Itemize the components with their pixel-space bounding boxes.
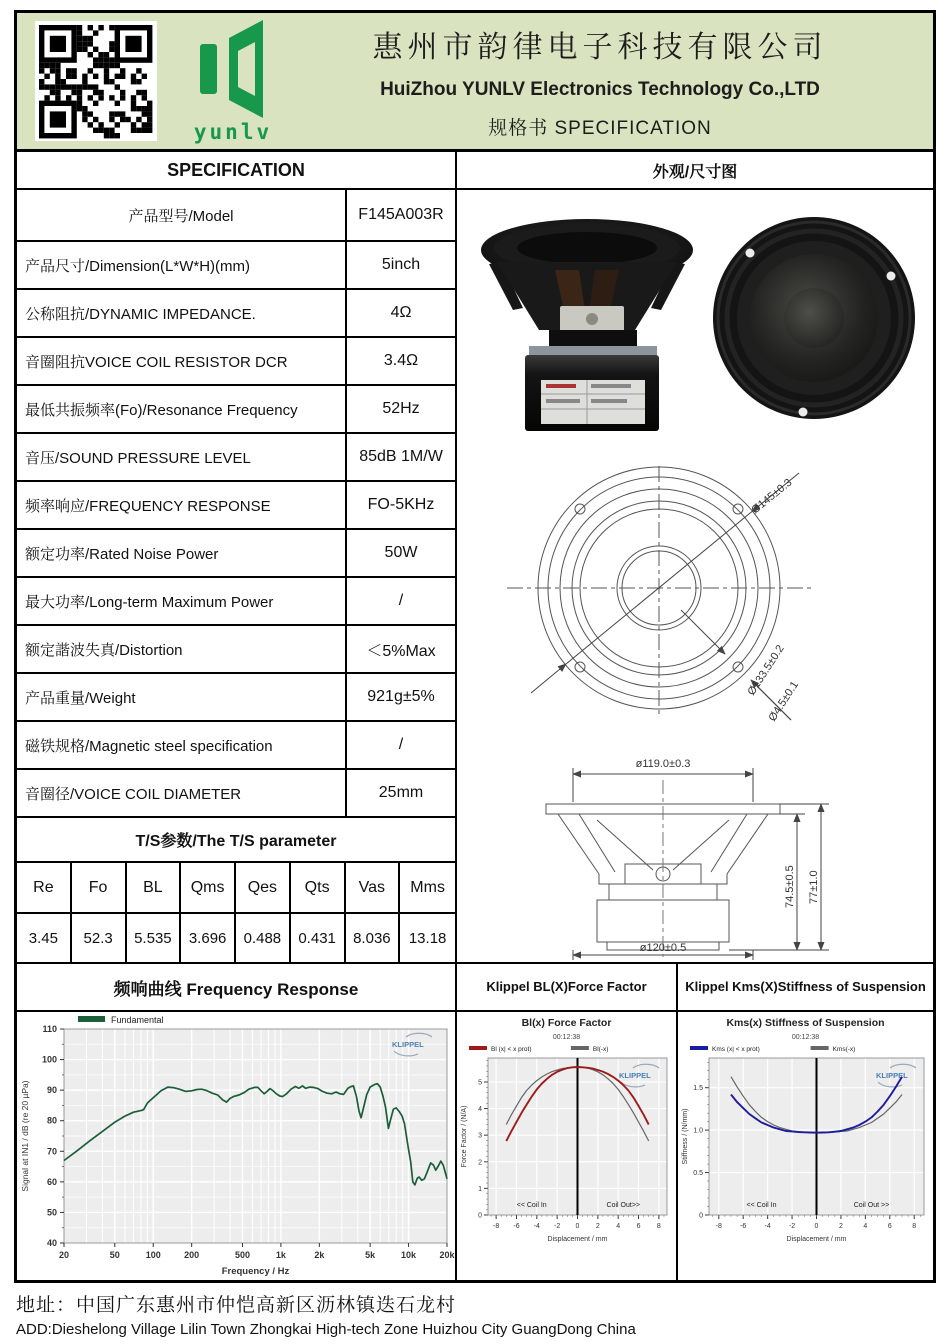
dim-outer-diameter: Ø145±0.3 xyxy=(749,476,795,517)
spec-row-value: 4Ω xyxy=(390,304,412,321)
spec-row-value: ＜5%Max xyxy=(366,642,436,660)
ts-value-cell: 52.3 xyxy=(72,914,127,962)
spec-row-label: 最大功率/Long-term Maximum Power xyxy=(17,578,347,624)
svg-text:5k: 5k xyxy=(365,1250,376,1260)
drawing-panel-title: 外观/尺寸图 xyxy=(457,152,933,190)
svg-text:100: 100 xyxy=(145,1250,161,1260)
ts-value-cell: 0.488 xyxy=(236,914,291,962)
ts-header-cell: Vas xyxy=(346,863,401,914)
spec-row-label: 额定功率/Rated Noise Power xyxy=(17,530,347,576)
dim-outer-height: 77±1.0 xyxy=(808,870,820,904)
product-photos xyxy=(457,190,933,460)
spec-row xyxy=(17,190,455,242)
spec-row-value: 52Hz xyxy=(382,400,420,417)
svg-text:20k: 20k xyxy=(439,1250,455,1260)
ts-value-cell: 3.696 xyxy=(181,914,236,962)
svg-text:2: 2 xyxy=(838,1223,843,1230)
company-name-cn: 惠州市韵律电子科技有限公司 xyxy=(372,31,828,64)
svg-text:<< Coil In: << Coil In xyxy=(746,1202,777,1209)
ts-value-cell: 13.18 xyxy=(408,929,447,947)
svg-text:60: 60 xyxy=(46,1176,57,1187)
spec-row xyxy=(17,770,455,818)
spec-row-value: / xyxy=(398,736,404,753)
svg-text:Frequency / Hz: Frequency / Hz xyxy=(221,1266,290,1277)
ts-header-cell: Qes xyxy=(236,863,291,914)
svg-text:0.5: 0.5 xyxy=(693,1170,703,1178)
spec-sheet xyxy=(14,10,936,1283)
svg-text:00:12:38: 00:12:38 xyxy=(791,1034,820,1041)
spec-row-value: 85dB 1M/W xyxy=(359,448,443,465)
spec-row xyxy=(17,722,455,770)
frequency-response-panel xyxy=(17,964,457,1280)
svg-text:3: 3 xyxy=(478,1132,482,1140)
svg-text:1.5: 1.5 xyxy=(693,1085,703,1093)
spec-row xyxy=(17,482,455,530)
svg-text:70: 70 xyxy=(46,1146,57,1157)
ts-table-title: T/S参数/The T/S parameter xyxy=(17,818,455,863)
svg-text:2k: 2k xyxy=(314,1250,325,1260)
spec-row xyxy=(17,434,455,482)
spec-row-label: 音圈径/VOICE COIL DIAMETER xyxy=(17,770,347,816)
spec-row-label: 公称阻抗/DYNAMIC IMPEDANCE. xyxy=(17,290,347,336)
ts-header-cell: Fo xyxy=(72,863,127,914)
spec-row xyxy=(17,578,455,626)
drawing-column xyxy=(457,152,933,962)
svg-text:110: 110 xyxy=(42,1024,57,1034)
footer xyxy=(16,1290,936,1338)
spec-table xyxy=(17,190,455,818)
svg-text:100: 100 xyxy=(41,1054,57,1065)
svg-text:-8: -8 xyxy=(493,1223,500,1230)
dim-hole-size: Ø4.5±0.1 xyxy=(766,679,802,724)
svg-text:Displacement / mm: Displacement / mm xyxy=(547,1236,608,1243)
svg-text:Fundamental: Fundamental xyxy=(111,1015,164,1025)
svg-text:10k: 10k xyxy=(401,1250,417,1260)
svg-text:-4: -4 xyxy=(764,1223,771,1230)
svg-text:0: 0 xyxy=(814,1223,819,1230)
spec-row-value: 3.4Ω xyxy=(383,352,419,369)
ts-header-cell: Qms xyxy=(181,863,236,914)
ts-header-cell: Qts xyxy=(291,863,346,914)
ts-value-cell: 8.036 xyxy=(346,914,401,962)
svg-text:-6: -6 xyxy=(513,1223,520,1230)
ts-header-cell: Re xyxy=(17,863,72,914)
ts-value-cell: 3.45 xyxy=(17,914,72,962)
front-dimension-drawing xyxy=(457,460,933,752)
spec-row xyxy=(17,338,455,386)
frequency-response-chart xyxy=(17,1012,455,1280)
spec-row-value: F145A003R xyxy=(358,206,444,223)
spec-row-value: 50W xyxy=(384,544,418,561)
company-logo xyxy=(169,18,297,144)
doc-title: 规格书 SPECIFICATION xyxy=(488,118,712,139)
svg-text:0: 0 xyxy=(478,1212,482,1220)
spec-row-value: 921g±5% xyxy=(367,688,435,705)
address-cn: 地址：中国广东惠州市仲恺高新区沥林镇迭石龙村 xyxy=(16,1295,457,1316)
svg-text:Coil Out>>: Coil Out>> xyxy=(606,1202,641,1209)
bl-force-factor-panel xyxy=(457,964,678,1280)
svg-text:1k: 1k xyxy=(275,1250,286,1260)
spec-row xyxy=(17,626,455,674)
ts-value-cell: 5.535 xyxy=(127,914,182,962)
ts-parameter-table xyxy=(17,863,455,962)
svg-text:Displacement / mm: Displacement / mm xyxy=(786,1236,847,1243)
svg-text:6: 6 xyxy=(636,1223,641,1230)
svg-text:Kms(x) Stiffness of Suspension: Kms(x) Stiffness of Suspension xyxy=(726,1017,885,1029)
speaker-side-photo xyxy=(467,198,707,456)
svg-text:8: 8 xyxy=(656,1223,661,1230)
svg-text:-8: -8 xyxy=(715,1223,722,1230)
svg-text:80: 80 xyxy=(46,1115,57,1126)
bl-force-factor-title: Klippel BL(X)Force Factor xyxy=(457,964,676,1012)
spec-row xyxy=(17,386,455,434)
spec-table-title: SPECIFICATION xyxy=(17,152,455,190)
svg-text:1.0: 1.0 xyxy=(693,1127,703,1135)
spec-row-value: FO-5KHz xyxy=(367,496,435,513)
speaker-logo-icon xyxy=(183,18,283,118)
spec-row-label: 产品重量/Weight xyxy=(17,674,347,720)
svg-text:50: 50 xyxy=(46,1207,57,1218)
spec-row-label: 最低共振频率(Fo)/Resonance Frequency xyxy=(17,386,347,432)
svg-text:8: 8 xyxy=(912,1223,917,1230)
svg-text:2: 2 xyxy=(478,1159,482,1167)
svg-text:KLIPPEL: KLIPPEL xyxy=(392,1040,424,1049)
svg-text:5: 5 xyxy=(478,1079,482,1087)
main-content xyxy=(14,152,936,1283)
svg-text:Signal at IN1 / dB (re 20 µPa): Signal at IN1 / dB (re 20 µPa) xyxy=(20,1080,30,1192)
svg-text:-4: -4 xyxy=(533,1223,540,1230)
svg-text:KLIPPEL: KLIPPEL xyxy=(619,1071,651,1080)
svg-text:Coil Out >>: Coil Out >> xyxy=(853,1202,890,1209)
svg-text:1: 1 xyxy=(478,1185,482,1193)
side-dimension-drawing xyxy=(457,752,933,962)
address-en: ADD:Dieshelong Village Lilin Town Zhongkai High-tech Zone Huizhou City GuangDong China xyxy=(16,1321,636,1338)
svg-text:-2: -2 xyxy=(788,1223,796,1230)
spec-row-label: 音圈阻抗VOICE COIL RESISTOR DCR xyxy=(17,338,347,384)
specification-column xyxy=(17,152,457,962)
svg-text:200: 200 xyxy=(184,1250,200,1260)
svg-text:Kms(-x): Kms(-x) xyxy=(832,1046,856,1053)
charts-section xyxy=(17,962,933,1280)
svg-text:Bl(x) Force Factor: Bl(x) Force Factor xyxy=(521,1017,612,1029)
frequency-response-title: 频响曲线 Frequency Response xyxy=(17,964,455,1012)
qr-code xyxy=(35,21,157,141)
svg-text:4: 4 xyxy=(616,1223,621,1230)
spec-row-label: 频率响应/FREQUENCY RESPONSE xyxy=(17,482,347,528)
spec-row-label: 产品型号/Model xyxy=(17,190,347,240)
svg-text:90: 90 xyxy=(46,1085,57,1096)
speaker-front-photo xyxy=(707,198,921,438)
svg-text:Stiffness / (N/mm): Stiffness / (N/mm) xyxy=(682,1108,689,1165)
spec-row-label: 额定諧波失真/Distortion xyxy=(17,626,347,672)
spec-row xyxy=(17,674,455,722)
front-view-dimension-labels xyxy=(745,477,801,724)
dim-top-diameter: ø119.0±0.3 xyxy=(635,758,691,770)
svg-text:0: 0 xyxy=(699,1212,703,1220)
svg-text:0: 0 xyxy=(575,1223,580,1230)
svg-text:4: 4 xyxy=(478,1106,482,1114)
svg-text:Bl (x| < x prot): Bl (x| < x prot) xyxy=(491,1046,532,1053)
logo-text: yunlv xyxy=(193,120,273,144)
spec-row xyxy=(17,290,455,338)
svg-text:500: 500 xyxy=(234,1250,250,1260)
spec-row xyxy=(17,242,455,290)
ts-value-cell: 0.431 xyxy=(291,914,346,962)
dim-hole-circle: Ø133.5±0.2 xyxy=(745,642,787,698)
spec-row-label: 磁铁规格/Magnetic steel specification xyxy=(17,722,347,768)
svg-text:-6: -6 xyxy=(740,1223,747,1230)
dim-inner-height: 74.5±0.5 xyxy=(784,865,796,908)
svg-text:00:12:38: 00:12:38 xyxy=(552,1034,581,1041)
svg-text:Kms (x| < x prot): Kms (x| < x prot) xyxy=(712,1046,760,1053)
svg-text:KLIPPEL: KLIPPEL xyxy=(876,1071,908,1080)
svg-text:20: 20 xyxy=(58,1250,70,1260)
svg-text:Force Factor / (N/A): Force Factor / (N/A) xyxy=(461,1105,468,1168)
dim-bottom-diameter: ø120±0.5 xyxy=(639,942,687,954)
header-titles xyxy=(297,22,933,140)
ts-header-cell: Mms xyxy=(400,863,455,914)
kms-stiffness-chart xyxy=(678,1012,933,1280)
svg-text:6: 6 xyxy=(887,1223,892,1230)
kms-stiffness-title: Klippel Kms(X)Stiffness of Suspension xyxy=(678,964,933,1012)
ts-header-cell: BL xyxy=(127,863,182,914)
spec-row-value: 25mm xyxy=(378,784,424,801)
spec-row-label: 音压/SOUND PRESSURE LEVEL xyxy=(17,434,347,480)
qr-code-image xyxy=(35,21,157,141)
bl-force-factor-chart xyxy=(457,1012,676,1280)
svg-text:4: 4 xyxy=(863,1223,868,1230)
svg-text:Bl(-x): Bl(-x) xyxy=(592,1046,609,1053)
spec-row-label: 产品尺寸/Dimension(L*W*H)(mm) xyxy=(17,242,347,288)
spec-row-value: / xyxy=(398,592,404,609)
svg-text:-2: -2 xyxy=(554,1223,561,1230)
kms-stiffness-panel xyxy=(678,964,933,1280)
company-name-en: HuiZhou YUNLV Electronics Technology Co.,LTD xyxy=(380,79,820,100)
spec-row-value: 5inch xyxy=(381,256,421,273)
spec-row xyxy=(17,530,455,578)
svg-text:50: 50 xyxy=(109,1250,120,1260)
svg-text:<< Coil In: << Coil In xyxy=(516,1202,547,1209)
header xyxy=(14,10,936,152)
svg-text:40: 40 xyxy=(46,1238,57,1248)
svg-text:2: 2 xyxy=(595,1223,600,1230)
